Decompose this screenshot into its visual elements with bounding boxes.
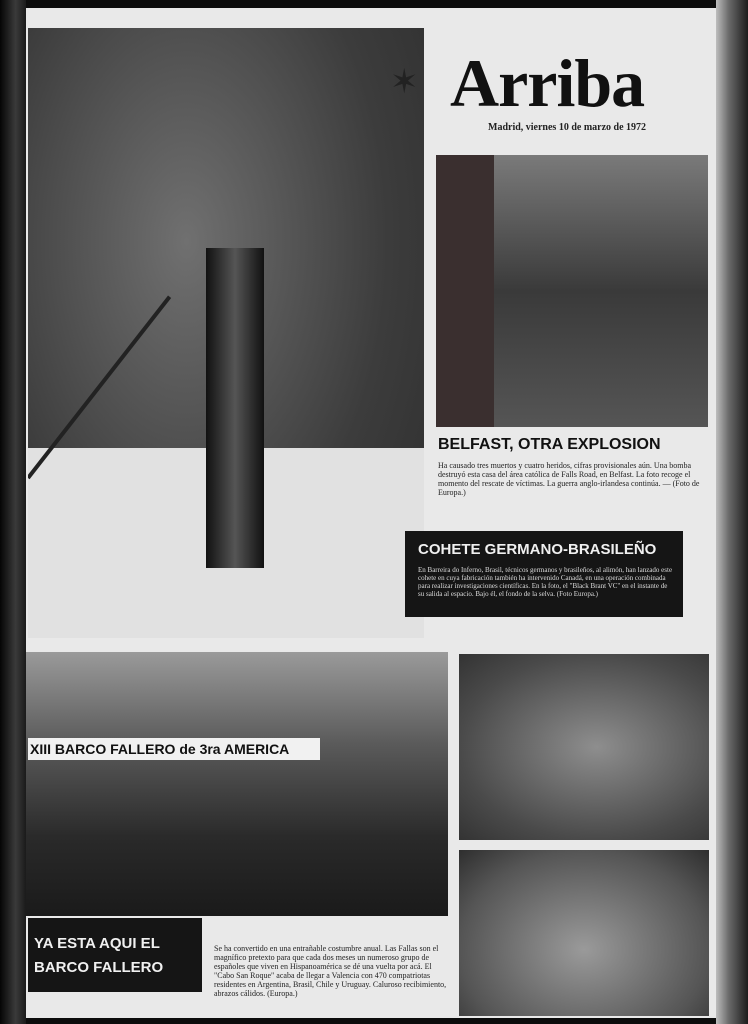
yoke-and-arrows-icon: ✶ bbox=[390, 64, 419, 101]
masthead-title: Arriba bbox=[450, 45, 645, 121]
binding-edge bbox=[0, 0, 26, 1024]
cohete-headline: COHETE GERMANO-BRASILEÑO bbox=[418, 541, 657, 558]
belfast-explosion-photo bbox=[436, 155, 708, 427]
belfast-headline: BELFAST, OTRA EXPLOSION bbox=[438, 436, 661, 453]
barco-headline: YA ESTA AQUI EL BARCO FALLERO bbox=[34, 935, 164, 976]
belfast-caption: Ha causado tres muertos y cuatro heridos, cifras provisionales aún. Una bomba destruyó esta casa del área católica de Falls Road, en Belfast. La foto recoge el momento del rescate de víctimas. La guerra anglo-irlandesa continúa. — (Foto de Europa.) bbox=[438, 461, 700, 497]
dateline: Madrid, viernes 10 de marzo de 1972 bbox=[488, 122, 647, 133]
barco-fallero-photo bbox=[26, 652, 448, 916]
rocket-launch-photo bbox=[28, 28, 424, 638]
rocket bbox=[206, 248, 264, 568]
ship-banner: XIII BARCO FALLERO de 3ra AMERICA bbox=[28, 738, 320, 760]
page-edge bbox=[716, 0, 748, 1024]
two-women-photo bbox=[459, 850, 709, 1016]
embrace-photo bbox=[459, 654, 709, 840]
barco-caption: Se ha convertido en una entrañable costumbre anual. Las Fallas son el magnífico pretexto para que cada dos meses un numeroso grupo de españoles que viven en Hispanoamérica se dé una vuelta por acá. El "Cabo San Roque" acaba de llegar a Valencia con 470 compatriotas residentes en Argentina, Brasil, Chile y Uruguay. Caluroso recibimiento, abrazos cálidos. (Europa.) bbox=[214, 944, 447, 998]
cohete-caption: En Barreira do Inferno, Brasil, técnicos germanos y brasileños, al alimón, han lanzado este cohete en cuya fabricación también ha intervenido Canadá, en una operación combinada para realizar investigaciones científicas. En la foto, el "Black Brant VC" en el instante de su salida al espacio. Bajo él, el fondo de la selva. (Foto Europa.) bbox=[418, 566, 673, 598]
brick-wall bbox=[436, 155, 494, 427]
